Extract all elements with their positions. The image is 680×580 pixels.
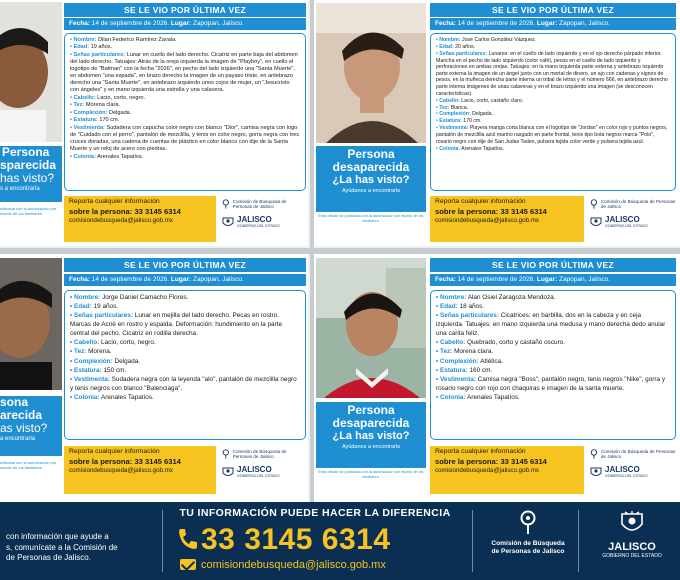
fecha-lugar-bar: Fecha: 14 de septiembre de 2026. Lugar: Zapopan, Jalisco. [430,274,676,286]
footer-left-text: con información que ayude a s, comunícate a la Comisión de de Personas de Jalisco. [6,532,118,562]
missing-person-banner: Persona sparecida has visto? s a encontrarla [0,146,62,202]
horizontal-divider [0,248,680,254]
mail-icon [180,559,196,570]
field-cabello: • Cabello: Lacio, corto, negro. [70,95,300,102]
comision-logo-icon [518,510,538,534]
footer-jalisco-logo: JALISCO GOBIERNO DEL ESTADO [592,510,672,559]
jalisco-crest-icon [590,216,602,228]
footer-headline: TU INFORMACIÓN PUEDE HACER LA DIFERENCIA [179,507,451,519]
phone-icon [176,527,198,551]
missing-poster-4 [314,254,680,502]
field-senas: • Señas particulares: Lunar en cuello del lado derecho. Cicatriz en parte baja del abdomen del lado derecho. Tatuajes: Atrás de la oreja izquierda la imagen de "Playboy", en cuello el logotipo de "Batman" con la fecha "2026", en pecho del lado izquierdo una "Santa Muerte", en abdomen "una espada", en brazo derecho la imagen de un payaso triste, en antebrazo derecho una "Santa Muerte", en antebrazo izquierdo unos cojos de mujer, un "Jesucristo con ángeles" y en mano izquierda una estrella y una calavera. [70,52,300,95]
fecha-lugar-bar: Fecha: 14 de septiembre de 2026. Lugar: Zapopan, Jalisco. [64,18,306,30]
footer-banner [0,502,680,580]
report-phone: 33 3145 6314 [500,206,547,216]
missing-person-photo [0,258,62,390]
field-nombre: • Nombre: Dilan Federico Ramírez Zavala. [70,37,300,44]
description-box [64,33,306,191]
poster-header: SE LE VIO POR ÚLTIMA VEZ [430,258,676,272]
report-email: comisiondebusqueda@jalisco.gob.mx [435,466,539,474]
report-box: Reporta cualquier información sobre la persona: 33 3145 6314 comisiondebusqueda@jalisco.gob.mx [430,446,584,494]
field-tez: • Tez: Morena clara. [70,102,300,109]
poster-header: SE LE VIO POR ÚLTIMA VEZ [64,3,306,17]
report-phone: 33 3145 6314 [134,206,181,216]
missing-person-photo [316,3,426,143]
report-box: Reporta cualquier información sobre la persona: 33 3145 6314 comisiondebusqueda@jalisco.gob.mx [64,196,216,242]
logos-block: Comisión de Búsqueda de Personas de Jalisco JALISCO GOBIERNO DEL ESTADO [590,448,676,494]
footer-phone: 33 3145 6314 [176,523,391,557]
missing-person-banner: sona arecida as visto? a encontrarla [0,396,62,456]
comision-logo-icon [222,198,230,210]
comision-logo-icon [590,198,598,210]
authorization-note: ublicada con la autorización por escrito de los familiares. [0,460,57,470]
authorization-note: ublicada con la autorización por escrito de los familiares. [0,206,57,216]
jalisco-crest-icon [222,466,234,478]
field-vestimenta: • Vestimenta: Sudadera con capucha color negro con blanco "Dior", camisa negra con logo de "Cuidado con el perro", pantalón de mezclilla, y tenis en color negro, gorra negra con tres cruces doradas, una cadena de cuentas de plástico en color blanco con dije de la Santa Muerte y un reloj de acero con piedras. [70,125,300,153]
report-phone: 33 3145 6314 [500,456,547,466]
report-email: comisiondebusqueda@jalisco.gob.mx [69,466,173,474]
missing-poster-2 [314,0,680,246]
logos-block: Comisión de Búsqueda de Personas de Jalisco JALISCO GOBIERNO DEL ESTADO [222,448,306,494]
description-box: • Nombre: José Carlos González Vázquez. • Edad: 20 años. • Señas particulares: Lunares: en el cuello de lado izquierdo y en el ojo derecho párpado inferior. Mancha en el pecho de lado izquierdo (color café), pecas en el cuello de lado izquierdo y perforaciones en ambas orejas. Tatuajes: en la mano izquierda parte externa y antebrazo izquierdo parte externa la imagen de un ángel junto con un mortal de dinero, un ajo con cadenas y signos de pesos, en la muñeca derecha parte interna un tribal de letras y el número 666, en antebrazo derecho parte interna imágenes de unas calaveras y en el brazo izquierdo una imagen (se desconocen características). • Cabello: Lacio, corto, castaño claro. • Tez: Blanca. • Complexión: Delgada. • Estatura: 170 cm. • Vestimenta: Playera manga corta blanca con el logotipo de "Jordan" en color rojo y puntos negros, pantalón de mezclilla azul marino rasgado en parte frontal, tenis tipo bota negros marca "Polo", rosario negro con dije de San Judas Tadeo, pulsera tejida color verde y pulsera tejida azul. • Colonia: Arenales Tapatíos. [430,33,676,191]
comision-logo-icon [222,448,230,460]
footer-divider [472,510,473,572]
comision-logo-icon [590,448,598,460]
footer-comision-logo: Comisión de Búsqueda de Personas de Jalisco [488,510,568,556]
footer-email: comisiondebusqueda@jalisco.gob.mx [180,559,386,571]
logos-block: Comisión de Búsqueda de Personas de Jalisco JALISCO GOBIERNO DEL ESTADO [222,198,306,242]
report-phone: 33 3145 6314 [134,456,181,466]
authorization-note: Esta cédula se publicada con la autorización por escrito de los familiares. [318,214,424,223]
report-box: Reporta cualquier información sobre la persona: 33 3145 6314 comisiondebusqueda@jalisco.gob.mx [64,446,216,494]
partial-poster-top-left [0,0,62,246]
missing-poster-1 [62,0,308,246]
missing-person-photo [316,258,426,398]
jalisco-crest-icon [619,510,645,536]
fecha-lugar-bar: Fecha: 14 de septiembre de 2026. Lugar: Zapopan, Jalisco. [64,274,306,286]
footer-divider [162,510,163,572]
field-estatura: • Estatura: 170 cm. [70,117,300,124]
missing-person-banner: Persona desaparecida ¿La has visto? Ayúdanos a encontrarla [316,402,426,468]
missing-poster-3 [62,254,308,502]
report-box: Reporta cualquier información sobre la persona: 33 3145 6314 comisiondebusqueda@jalisco.gob.mx [430,196,584,242]
partial-poster-bottom-left [0,254,62,502]
report-email: comisiondebusqueda@jalisco.gob.mx [435,216,539,224]
missing-person-banner: Persona desaparecida ¿La has visto? Ayúdanos a encontrarla [316,146,426,212]
jalisco-crest-icon [590,466,602,478]
field-colonia: • Colonia: Arenales Tapatíos. [70,154,300,161]
report-email: comisiondebusqueda@jalisco.gob.mx [69,216,173,224]
jalisco-crest-icon [222,216,234,228]
logos-block: Comisión de Búsqueda de Personas de Jalisco JALISCO GOBIERNO DEL ESTADO [590,198,676,242]
field-complexion: • Complexión: Delgada. [70,110,300,117]
missing-person-photo [0,2,62,142]
authorization-note: Esta cédula se publicada con la autorización por escrito de los familiares. [318,470,424,479]
footer-divider [578,510,579,572]
field-edad: • Edad: 19 años. [70,44,300,51]
description-box: • Nombre: Jorge Daniel Camacho Flores. • Edad: 19 años. • Señas particulares: Lunar en mejilla del lado derecho. Pecas en rostro. Marcas de Acné en rostro y espalda. Deformación: hundimiento en la parte central del pecho. Cicatriz en rodilla derecha. • Cabello: Lacio, corto, negro. • Tez: Morena. • Complexión: Delgada. • Estatura: 150 cm. • Vestimenta: Sudadera negra con la leyenda "alo", pantalón de mezclilla negro y tenis negros con blanco "Balenciaga". • Colonia: Arenales Tapatíos. [64,290,306,440]
poster-header: SE LE VIO POR ÚLTIMA VEZ [430,3,676,17]
poster-header: SE LE VIO POR ÚLTIMA VEZ [64,258,306,272]
fecha-lugar-bar: Fecha: 14 de septiembre de 2026. Lugar: Zapopan, Jalisco. [430,18,676,30]
description-box: • Nombre: Alan Osiel Zaragoza Mendoza. • Edad: 18 años. • Señas particulares: Cicatrices: en barbilla, dos en la cabeza y en ceja izquierda. Tatuajes: en mano izquierda una medusa y mano derecha dedo anular una carita feliz. • Cabello: Quebrado, corto y castaño oscuro. • Tez: Morena clara. • Complexión: Atlética. • Estatura: 160 cm. • Vestimenta: Camisa negra "Boss", pantalón negro, tenis negros "Nike", gorra y rosario negro con rojo con chaquiras e imagen de la santa muerte. • Colonia: Arenales Tapatíos. [430,290,676,440]
